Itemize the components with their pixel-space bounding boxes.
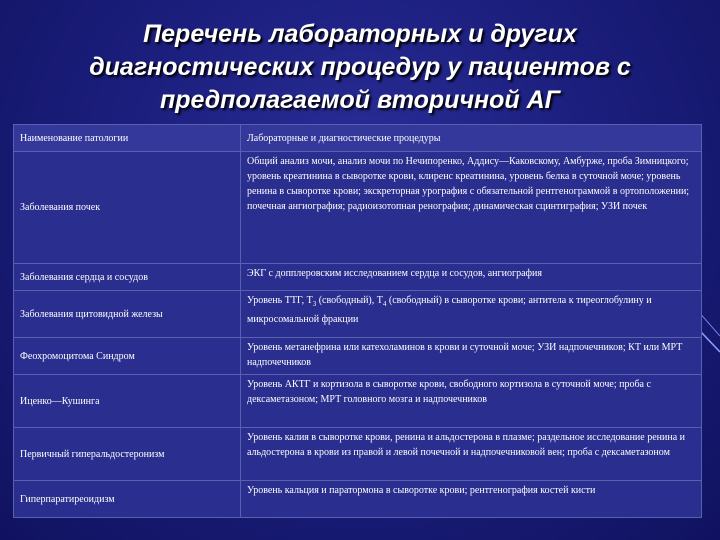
row-disease: Заболевания щитовидной железы — [14, 291, 241, 338]
table-row — [14, 481, 702, 518]
procedures-text-part: Уровень ТТГ, Т — [247, 295, 313, 306]
row-disease: Заболевания сердца и сосудов — [14, 264, 241, 291]
header-pathology: Наименование патологии — [14, 125, 241, 152]
table-row — [14, 375, 702, 428]
title-line-3: предполагаемой вторичной АГ — [159, 86, 561, 114]
row-procedures: Общий анализ мочи, анализ мочи по Нечипоренко, Аддису—Каковскому, Амбурже, проба Зимницкого; уровень креатинина в сыворотке крови, клиренс креатинина, уровень белка в суточной моче; уровень ренина в сыворотке крови; экскреторная урография с обязательной рентгенограммой в ортоположении; почечная ангиография; радиоизотопная ренография; динамическая сцинтиграфия; УЗИ почек — [241, 152, 702, 264]
row-disease: Гиперпаратиреоидизм — [14, 481, 241, 518]
row-disease: Иценко—Кушинга — [14, 375, 241, 428]
row-procedures: Уровень кальция и паратормона в сыворотке крови; рентгенография костей кисти — [241, 481, 702, 518]
row-procedures — [241, 291, 702, 338]
table-row — [14, 338, 702, 375]
row-procedures: Уровень метанефрина или катехоламинов в крови и суточной моче; УЗИ надпочечников; КТ или МРТ надпочечников — [241, 338, 702, 375]
row-disease: Заболевания почек — [14, 152, 241, 264]
procedures-text-part: (свободный), Т — [316, 295, 383, 306]
slide-title — [10, 18, 710, 117]
row-procedures: ЭКГ с допплеровским исследованием сердца и сосудов, ангиография — [241, 264, 702, 291]
title-line-2: диагностических процедур у пациентов с — [89, 53, 631, 81]
row-disease: Феохромоцитома Синдром — [14, 338, 241, 375]
table-row — [14, 152, 702, 264]
title-line-1: Перечень лабораторных и других — [143, 20, 577, 48]
subscript-3: 3 — [312, 300, 317, 308]
table-row — [14, 428, 702, 481]
procedures-text-part: (свободный) в сыворотке крови; антитела к тиреоглобулину и микросомальной фракции — [247, 295, 652, 325]
subscript-4: 4 — [382, 300, 387, 308]
row-disease: Первичный гиперальдостеронизм — [14, 428, 241, 481]
header-procedures: Лабораторные и диагностические процедуры — [241, 125, 702, 152]
procedures-table — [13, 124, 702, 518]
row-procedures: Уровень АКТГ и кортизола в сыворотке крови, свободного кортизола в суточной моче; проба с дексаметазоном; МРТ головного мозга и надпочечников — [241, 375, 702, 428]
table-row — [14, 291, 702, 338]
table-header-row — [14, 125, 702, 152]
table-row — [14, 264, 702, 291]
row-procedures: Уровень калия в сыворотке крови, ренина и альдостерона в плазме; раздельное исследование ренина и альдостерона в крови из правой и левой почечной и надпочечниковой вен; проба с дексаметазоном — [241, 428, 702, 481]
